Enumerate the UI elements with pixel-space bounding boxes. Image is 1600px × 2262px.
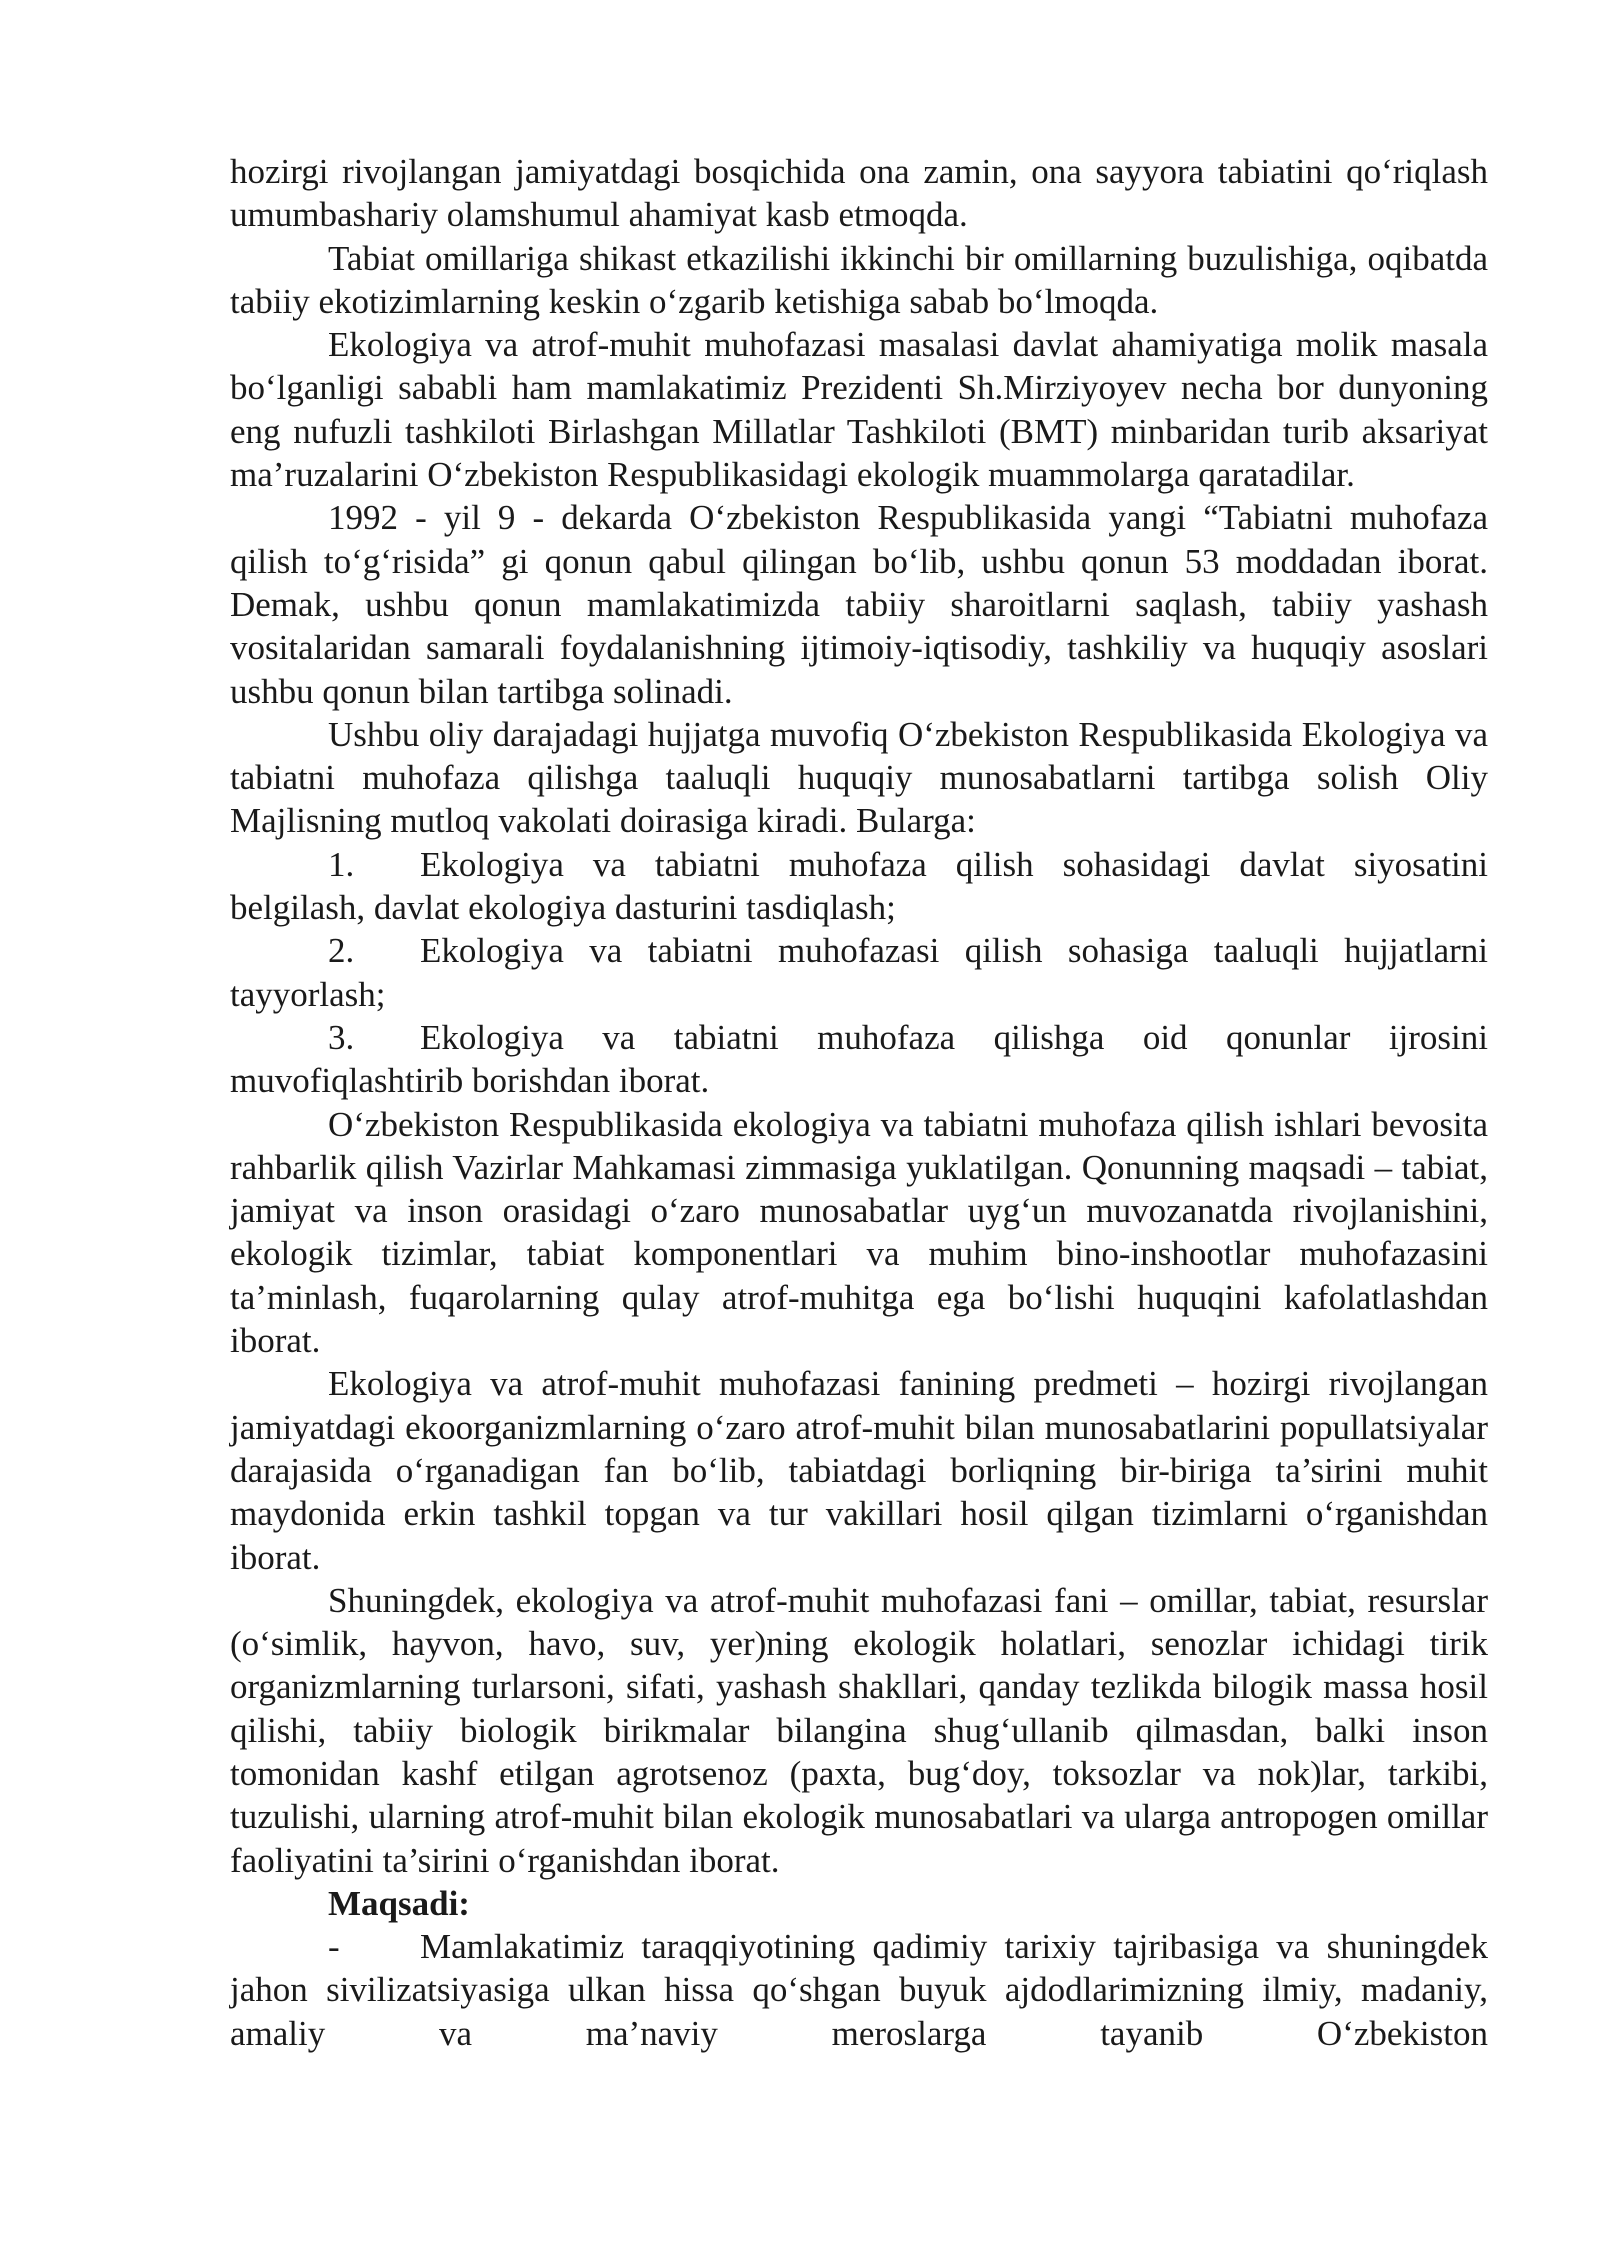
list-item-2 xyxy=(230,929,1488,1016)
list-item-dash xyxy=(230,1925,1488,2055)
list-item-text: Ekologiya va tabiatni muhofazasi qilish sohasiga taaluqli hujjatlarni tayyorlash; xyxy=(230,931,1488,1014)
list-item-1 xyxy=(230,843,1488,930)
list-marker: - xyxy=(328,1927,340,1967)
section-heading-goal: Maqsadi: xyxy=(328,1883,470,1923)
paragraph-cabinet: O‘zbekiston Respublikasida ekologiya va tabiatni muhofaza qilish ishlari bevosita rahbarlik qilish Vazirlar Mahkamasi zimmasiga yuklatilgan. Qonunning maqsadi – tabiat, jamiyat va inson orasidagi o‘zaro munosabatlar uyg‘un muvozanatda rivojlanishini, ekologik tizimlar, tabiat komponentlari va muhim bino-inshootlar muhofazasini ta’minlash, fuqarolarning qulay atrof-muhitga ega bo‘lishi huquqini kafolatlashdan iborat. xyxy=(230,1104,1488,1361)
paragraph-law-1992: 1992 - yil 9 - dekarda O‘zbekiston Respublikasida yangi “Tabiatni muhofaza qilish to‘g‘risida” gi qonun qabul qilingan bo‘lib, ushbu qonun 53 moddadan iborat. Demak, ushbu qonun mamlakatimizda tabiiy sharoitlarni saqlash, tabiiy yashash vositalaridan samarali foydalanishning ijtimoiy-iqtisodiy, tashkiliy va huquqiy asoslari ushbu qonun bilan tartibga solinadi. xyxy=(230,498,1488,711)
paragraph-subject: Ekologiya va atrof-muhit muhofazasi fanining predmeti – hozirgi rivojlangan jamiyatdagi ekoorganizmlarning o‘zaro atrof-muhit bilan munosabatlarini popullatsiyalar darajasida o‘rganadigan fan bo‘lib, tabiatdagi borliqning bir-biriga ta’sirini muhit maydonida erkin tashkil topgan va tur vakillari hosil qilgan tizimlarni o‘rganishdan iborat. xyxy=(230,1364,1488,1577)
list-item-text: Ekologiya va tabiatni muhofaza qilish sohasidagi davlat siyosatini belgilash, davlat ekologiya dasturini tasdiqlash; xyxy=(230,844,1488,928)
document-page xyxy=(230,150,1488,2055)
paragraph-intro: hozirgi rivojlangan jamiyatdagi bosqichida ona zamin, ona sayyora tabiatini qo‘riqlash umumbashariy olamshumul ahamiyat kasb etmoqda. xyxy=(230,152,1488,235)
paragraph-also: Shuningdek, ekologiya va atrof-muhit muhofazasi fani – omillar, tabiat, resurslar (o‘simlik, hayvon, havo, suv, yer)ning ekologik holatlari, senozlar ichidagi tirik organizmlarning turlarsoni, sifati, yashash shakllari, qanday tezlikda bilogik massa hosil qilishi, tabiiy biologik birikmalar bilangina shug‘ullanib qilmasdan, balki inson tomonidan kashf etilgan agrotsenoz (paxta, bug‘doy, toksozlar va nok)lar, tarkibi, tuzulishi, ularning atrof-muhit bilan ekologik munosabatlari va ularga antropogen omillar faoliyatini ta’sirini o‘rganishdan iborat. xyxy=(230,1580,1488,1880)
paragraph-state-importance: Ekologiya va atrof-muhit muhofazasi masalasi davlat ahamiyatiga molik masala bo‘lganligi sababli ham mamlakatimiz Prezidenti Sh.Mirziyoyev necha bor dunyoning eng nufuzli tashkiloti Birlashgan Millatlar Tashkiloti (BMT) minbaridan turib aksariyat ma’ruzalarini O‘zbekiston Respublikasidagi ekologik muammolarga qaratadilar. xyxy=(230,325,1488,495)
list-marker: 1. xyxy=(328,844,355,884)
paragraph-nature-factors: Tabiat omillariga shikast etkazilishi ikkinchi bir omillarning buzulishiga, oqibatda tabiiy ekotizimlarning keskin o‘zgarib ketishiga sabab bo‘lmoqda. xyxy=(230,238,1488,321)
paragraph-oliy-majlis: Ushbu oliy darajadagi hujjatga muvofiq O‘zbekiston Respublikasida Ekologiya va tabiatni muhofaza qilishga taaluqli huquqiy munosabatlarni tartibga solish Oliy Majlisning mutloq vakolati doirasiga kiradi. Bulargа: xyxy=(230,714,1488,841)
list-item-text: Ekologiya va tabiatni muhofaza qilishga oid qonunlar ijrosini muvofiqlashtirib borishdan iborat. xyxy=(230,1017,1488,1101)
list-marker: 2. xyxy=(328,931,355,971)
list-item-text: Mamlakatimiz taraqqiyotining qadimiy tarixiy tajribasiga va shuningdek jahon sivilizatsiyasiga ulkan hissa qo‘shgan buyuk ajdodlarimizning ilmiy, madaniy, amaliy va ma’naviy meroslarga tayanib O‘zbekiston xyxy=(230,1927,1488,2053)
list-marker: 3. xyxy=(328,1017,355,1057)
list-item-3 xyxy=(230,1016,1488,1103)
